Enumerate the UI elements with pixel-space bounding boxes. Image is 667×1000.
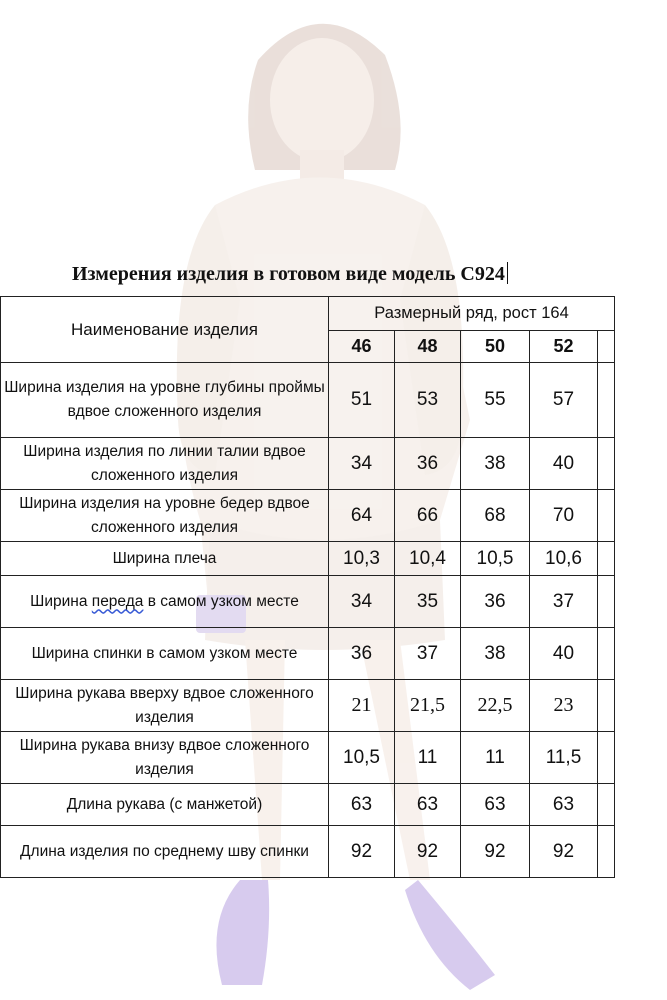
face-shape (270, 38, 374, 162)
value-cell: 63 (329, 784, 395, 826)
left-shoe-shape (216, 880, 269, 985)
value-cell: 37 (530, 576, 598, 628)
table-row (1, 732, 615, 784)
size-header: 46 (329, 331, 395, 363)
empty-cell (598, 438, 615, 490)
row-label: Ширина изделия по линии талии вдвое сложенного изделия (1, 438, 329, 490)
value-cell: 36 (329, 628, 395, 680)
row-label: Ширина изделия на уровне глубины проймы вдвое сложенного изделия (1, 363, 329, 438)
value-cell: 10,3 (329, 542, 395, 576)
value-cell: 51 (329, 363, 395, 438)
value-cell: 40 (530, 438, 598, 490)
value-cell: 63 (395, 784, 461, 826)
row-label: Ширина рукава внизу вдвое сложенного изделия (1, 732, 329, 784)
value-cell: 35 (395, 576, 461, 628)
value-cell: 22,5 (461, 680, 530, 732)
value-cell: 66 (395, 490, 461, 542)
value-cell: 38 (461, 438, 530, 490)
value-cell: 21,5 (395, 680, 461, 732)
value-cell: 38 (461, 628, 530, 680)
value-cell: 23 (530, 680, 598, 732)
size-header: 52 (530, 331, 598, 363)
size-header: 50 (461, 331, 530, 363)
row-label: Ширина переда в самом узком месте (1, 576, 329, 628)
value-cell: 57 (530, 363, 598, 438)
empty-cell (598, 331, 615, 363)
value-cell: 10,4 (395, 542, 461, 576)
value-cell: 10,6 (530, 542, 598, 576)
row-label: Ширина спинки в самом узком месте (1, 628, 329, 680)
table-row (1, 490, 615, 542)
value-cell: 10,5 (461, 542, 530, 576)
empty-cell (598, 732, 615, 784)
value-cell: 10,5 (329, 732, 395, 784)
value-cell: 92 (461, 826, 530, 878)
empty-cell (598, 784, 615, 826)
table-row (1, 576, 615, 628)
table-row (1, 680, 615, 732)
row-label: Ширина изделия на уровне бедер вдвое сложенного изделия (1, 490, 329, 542)
name-column-header: Наименование изделия (1, 297, 329, 363)
table-row (1, 826, 615, 878)
empty-cell (598, 628, 615, 680)
table-header-row (1, 297, 615, 331)
table-row (1, 438, 615, 490)
value-cell: 68 (461, 490, 530, 542)
value-cell: 92 (530, 826, 598, 878)
measurements-table (0, 296, 615, 878)
table-row (1, 628, 615, 680)
size-range-header: Размерный ряд, рост 164 (329, 297, 615, 331)
right-shoe-shape (405, 880, 495, 990)
value-cell: 55 (461, 363, 530, 438)
value-cell: 11,5 (530, 732, 598, 784)
value-cell: 64 (329, 490, 395, 542)
row-label: Длина рукава (с манжетой) (1, 784, 329, 826)
empty-cell (598, 680, 615, 732)
row-label: Ширина рукава вверху вдвое сложенного изделия (1, 680, 329, 732)
value-cell: 40 (530, 628, 598, 680)
value-cell: 92 (329, 826, 395, 878)
text-cursor (507, 262, 508, 284)
value-cell: 21 (329, 680, 395, 732)
value-cell: 11 (395, 732, 461, 784)
size-header: 48 (395, 331, 461, 363)
value-cell: 70 (530, 490, 598, 542)
table-row (1, 363, 615, 438)
row-label: Ширина плеча (1, 542, 329, 576)
value-cell: 63 (530, 784, 598, 826)
empty-cell (598, 576, 615, 628)
empty-cell (598, 363, 615, 438)
value-cell: 36 (461, 576, 530, 628)
empty-cell (598, 826, 615, 878)
table-row (1, 784, 615, 826)
value-cell: 63 (461, 784, 530, 826)
row-label: Длина изделия по среднему шву спинки (1, 826, 329, 878)
value-cell: 53 (395, 363, 461, 438)
value-cell: 11 (461, 732, 530, 784)
empty-cell (598, 490, 615, 542)
value-cell: 34 (329, 576, 395, 628)
table-row (1, 542, 615, 576)
value-cell: 36 (395, 438, 461, 490)
page-title: Измерения изделия в готовом виде модель С924 (72, 262, 632, 292)
empty-cell (598, 542, 615, 576)
spellcheck-flagged-word: переда (91, 592, 144, 610)
value-cell: 92 (395, 826, 461, 878)
value-cell: 37 (395, 628, 461, 680)
value-cell: 34 (329, 438, 395, 490)
